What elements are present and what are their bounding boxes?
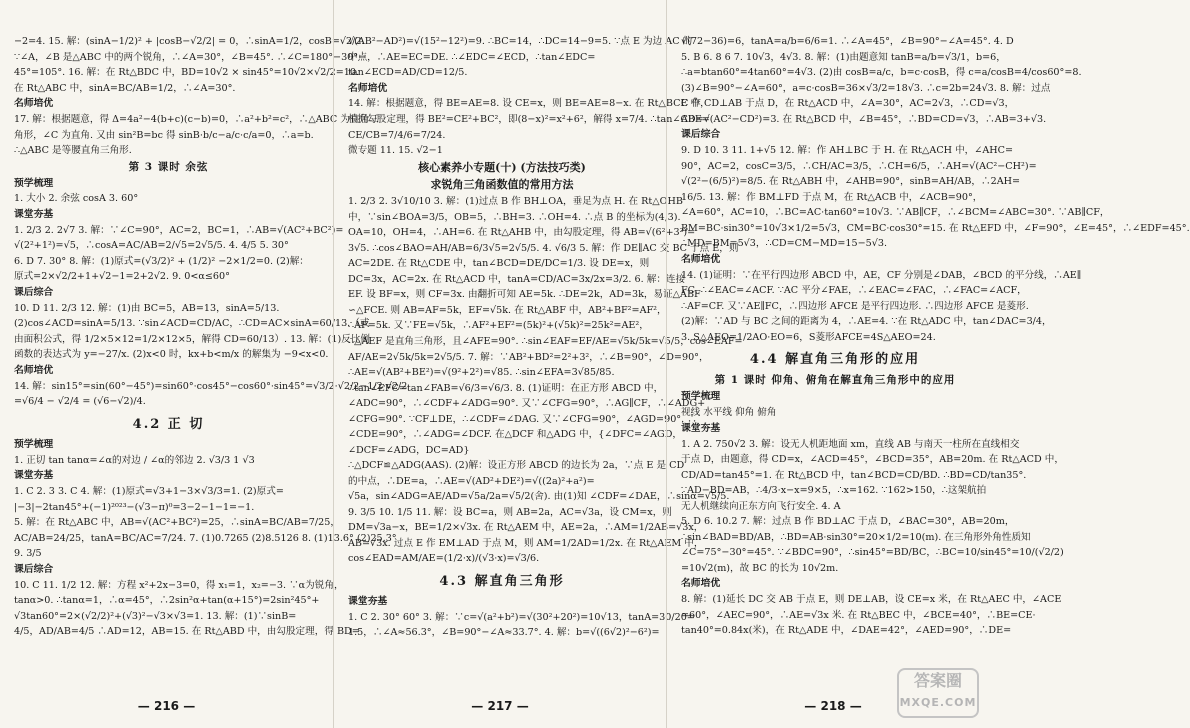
text-line: tanα>0. ∴tanα=1，∴α=45°，∴2sin²α+tan(α+15°)=2sin²45°+ — [14, 595, 320, 607]
text-line: 5. 解：在 Rt△ABC 中，AB=√(AC²+BC²)=25，∴sinA=BC/AB=7/25， — [14, 517, 340, 529]
section-heading: 课后综合 — [14, 563, 54, 575]
section-heading: 名师培优 — [14, 364, 54, 376]
section-heading: 预学梳理 — [14, 177, 54, 189]
watermark-url: MXQE.COM — [899, 696, 977, 709]
text-line: ∠CDE=90°，∴∠ADG=∠DCF. 在△DCF 和△ADG 中，{∠DFC=∠AGD， — [348, 429, 682, 441]
text-line: 视线 水平线 仰角 俯角 — [681, 407, 777, 419]
text-line: 1. 大小 2. 余弦 cosA 3. 60° — [14, 193, 139, 205]
text-line: ∴AE=√(AB²+BE²)=√(9²+2²)=√85. ∴sin∠EFA=3√85/85. — [348, 367, 615, 379]
text-line: 3√5. ∴cos∠BAO=AH/AB=6/3√5=2√5/5. 4. √6/3 5. 解：作 DE∥AC 交 BC 于点 E，则 — [348, 242, 739, 254]
text-line: |−3|−2tan45°+(−1)²⁰²³−(√3−π)⁰=3−2−1−1=−1. — [14, 501, 255, 513]
text-line: ∠CFG=90°. ∵CF⊥DE，∴∠CDF=∠DAG. 又∵∠CFG=90°，∠AGD=90°. ∴ — [348, 413, 697, 425]
text-line: OA=10，OH=4，∴AH=6. 在 Rt△AHB 中，由勾股定理，得 AB=√(6²+3²)= — [348, 227, 696, 239]
text-line: ∴AF=CF. 又∵AE∥FC，∴四边形 AFCE 是平行四边形. ∴四边形 AFCE 是菱形. — [681, 300, 1029, 312]
text-line: 1.5，∴∠A≈56.3°，∠B=90°−∠A≈33.7°. 4. 解：b=√((6√2)²−6²)= — [348, 627, 660, 639]
text-line: 原式=2×√2/2+1+√2−1=2+2√2. 9. 0<α≤60° — [14, 271, 230, 283]
text-line: 5. B 6. 8 6 7. 10√3，4√3. 8. 解：(1)由题意知 tanB=a/b=√3/1，b=6， — [681, 51, 1006, 63]
text-line: DM=√3a−x，BE=1/2×√3x. 在 Rt△AEM 中，AE=2a，∴AM=1/2AB=√3x， — [348, 522, 704, 534]
text-line: 90°，AC=2，cosC=3/5，∴CH/AC=3/5，∴CH=6/5，∴AH=√(AC²−CH²)= — [681, 160, 1037, 172]
text-line: √(2²+1²)=√5，∴cosA=AC/AB=2/√5=2√5/5. 4. 4/5 5. 30° — [14, 240, 289, 252]
text-line: 14. (1)证明：∵在平行四边形 ABCD 中，AE，CF 分别是∠DAB，∠BCD 的平分线，∴AE∥ — [681, 269, 1082, 281]
text-line: ∠A=60°，AC=10，∴BC=AC·tan60°=10√3. ∵AB∥CF，∴∠BCM=∠ABC=30°. ∵AB∥CF， — [681, 207, 1110, 219]
text-line: AC=2DE. 在 Rt△CDE 中，tan∠BCD=DE/DC=1/3. 设 DE=x，则 — [348, 258, 650, 270]
text-line: BM=BC·sin30°=10√3×1/2=5√3，CM=BC·cos30°=15. 在 Rt△EFD 中，∠F=90°，∠E=45°，∴∠EDF=45°. — [681, 222, 1190, 234]
page-218 — [666, 0, 1190, 728]
section-heading: 名师培优 — [681, 578, 721, 590]
text-line: ∠C=75°−30°=45°. ∵∠BDC=90°，∴sin45°=BD/BC，∴BC=10/sin45°=10/(√2/2) — [681, 547, 1064, 559]
text-line: ∴a=btan60°=4tan60°=4√3. (2)由 cosB=a/c，b=c·cosB，得 c=a/cosB=4/cos60°=8. — [681, 67, 1082, 79]
section-heading: 课后综合 — [681, 129, 721, 141]
text-line: CE/CB=7/4/6=7/24. — [348, 129, 446, 141]
text-line: EF. 设 BF=x，则 CF=3x. 由翻折可知 AE=5k. ∴DE=2k，AD=3k，易证△ABF — [348, 289, 701, 301]
text-line: cos∠EAD=AM/AE=(1/2·x)/(√3·x)=√3/6. — [348, 553, 540, 565]
text-line: 4.3 解直角三角形 — [439, 573, 565, 589]
text-line: tan∠ECD=AD/CD=12/5. — [348, 67, 468, 79]
page-number: — 216 — — [137, 698, 196, 713]
text-line: 1. 正切 tan tanα=∠α的对边 / ∠α的邻边 2. √3/3 1 √3 — [14, 454, 255, 466]
page-number: — 217 — — [471, 698, 529, 713]
text-line: FC. ∴∠EAC=∠ACF. ∵AC 平分∠FAE，∴∠EAC=∠FAC，∴∠FAC=∠ACF， — [681, 285, 1027, 297]
text-line: 微专题 11. 15. √2−1 — [348, 145, 443, 157]
text-line: 核心素养小专题(十) (方法技巧类) — [418, 160, 586, 174]
text-line: 4.2 正 切 — [132, 416, 205, 432]
text-line: 1. A 2. 750√2 3. 解：设无人机距地面 xm，直线 AB 与南天一柱所在直线相交 — [681, 438, 1020, 450]
text-line: 14. 解：sin15°=sin(60°−45°)=sin60°·cos45°−cos60°·sin45°=√3/2·√2/2−1/2·√2/2 — [14, 380, 408, 392]
section-heading: 课堂夯基 — [14, 208, 54, 220]
text-line: 6. D 7. 30° 8. 解：(1)原式=(√3/2)² + (1/2)² −2×1/2=0. (2)解： — [14, 255, 309, 267]
text-line: ∴△DCF≌△ADG(AAS). (2)解：设正方形 ABCD 的边长为 2a，∵点 E 是 CD — [348, 460, 685, 472]
text-line: CD/AD=tan45°=1. 在 Rt△BCD 中，tan∠BCD=CD/BD. ∴BD=CD/tan35°. — [681, 469, 1027, 481]
section-heading: 课堂夯基 — [14, 470, 54, 482]
text-line: =√6/4 − √2/4 = (√6−√2)/4. — [14, 396, 146, 408]
text-line: 10. D 11. 2/3 12. 解：(1)由 BC=5，AB=13，sinA=5/13. — [14, 302, 280, 314]
text-line: √3tan60°=2×(√2/2)²+(√3)²−√3×√3=1. 13. 解：(1)∵sinB= — [14, 610, 297, 622]
text-line: (2)解：∵AD 与 BC 之间的距离为 4，∴AE=4. ∵在 Rt△ADC 中，tan∠DAC=3/4， — [681, 316, 1052, 328]
section-heading: 名师培优 — [348, 82, 388, 94]
text-line: ∵AD−BD=AB，∴4/3·x−x=9×5，∴x=162. ∵162>150，∴这架航拍 — [681, 485, 987, 497]
text-line: ∴△AEF 是直角三角形，且∠AFE=90°. ∴sin∠EAF=EF/AE=√5k/5k=√5/5，cos∠EAF= — [348, 335, 743, 347]
text-line: ∴△ABC 是等腰直角三角形. — [14, 145, 132, 157]
watermark-logo — [897, 668, 979, 718]
text-line: 9. 3/5 — [14, 548, 42, 560]
section-heading: 课后综合 — [14, 286, 54, 298]
section-heading: 预学梳理 — [681, 391, 721, 403]
text-line: 9. 3/5 10. 1/5 11. 解：设 BC=a，则 AB=2a，AC=√3a，设 CM=x，则 — [348, 506, 672, 518]
text-line: C 作 CD⊥AB 于点 D，在 Rt△ACD 中，∠A=30°，AC=2√3，∴CD=√3， — [681, 98, 1015, 110]
text-line: √(72−36)=6，tanA=a/b=6/6=1. ∴∠A=45°，∠B=90°−∠A=45°. 4. D — [681, 36, 1014, 47]
text-line: AF/AE=2√5k/5k=2√5/5. 7. 解：∵AB²+BD²=2²+3²，∴∠B=90°，∠D=90°， — [348, 351, 709, 363]
text-line: 第 1 课时 仰角、俯角在解直角三角形中的应用 — [714, 374, 956, 387]
section-heading: 课堂夯基 — [681, 422, 721, 434]
section-heading: 名师培优 — [681, 253, 721, 265]
text-line: 由面积公式，得 1/2×5×12=1/2×12×5，解得 CD=60/13）. 13. 解：(1)反比例 — [14, 333, 371, 345]
text-line: −2=4. 15. 解：(sinA−1/2)² + |cosB−√2/2| = 0，∴sinA=1/2，cosB=√2/2. — [14, 36, 365, 47]
text-line: 1. C 2. 3 3. C 4. 解：(1)原式=√3+1−3×√3/3=1. (2)原式= — [14, 486, 284, 498]
text-line: DC=3x，AC=2x. 在 Rt△ACD 中，tanA=CD/AC=3x/2x=3/2. 6. 解：连接 — [348, 273, 686, 285]
text-line: 9. D 10. 3 11. 1+√5 12. 解：作 AH⊥BC 于 H. 在 Rt△ACH 中，∠AHC= — [681, 145, 1013, 157]
text-line: ∠DCF=∠ADG，DC=AD} — [348, 444, 470, 456]
text-line: 求锐角三角函数值的常用方法 — [430, 178, 574, 192]
watermark-text: 答案圈 — [913, 671, 962, 690]
text-line: 1. 2/3 2. 3√10/10 3. 解：(1)过点 B 作 BH⊥OA，垂足为点 H. 在 Rt△OHB — [348, 196, 683, 208]
text-line: √5a，sin∠ADG=AE/AD=√5a/2a=√5/2(舍). 由(1)知 ∠CDF=∠DAE，∴sinα=√5/5. — [348, 491, 730, 503]
text-line: ∴tan∠EFC=tan∠FAB=√6/3=√6/3. 8. (1)证明：在正方形 ABCD 中， — [348, 382, 664, 394]
text-line: 中，∵sin∠BOA=3/5，OB=5，∴BH=3. ∴OH=4. ∴点 B 的坐标为(4,3). — [348, 211, 681, 223]
text-line: 4.4 解直角三角形的应用 — [749, 352, 921, 368]
text-line: AD=√(AC²−CD²)=3. 在 Rt△BCD 中，∠B=45°，∴BD=CD=√3，∴AB=3+√3. — [681, 113, 1047, 125]
text-line: 45°=105°. 16. 解：在 Rt△BDC 中，BD=10√2 × sin45°=10√2×√2/2=10. — [14, 67, 360, 79]
text-line: 于点 D，由题意，得 CD=x，∠ACD=45°，∠BCD=35°，AB=20m. 在 Rt△ACD 中， — [681, 454, 1064, 466]
text-line: 5. D 6. 10.2 7. 解：过点 B 作 BD⊥AC 于点 D，∠BAC=30°，AB=20m， — [681, 516, 1015, 528]
text-line: 8. 解：(1)延长 DC 交 AB 于点 E，则 DE⊥AB，设 CE=x 米，在 Rt△AEC 中，∠ACE — [681, 594, 1062, 606]
text-line: ∽△FCE. 则 AB=AF=5k，EF=√5k. 在 Rt△ABF 中，AB²+BF²=AF²， — [348, 304, 667, 316]
text-line: 在 Rt△ABC 中，sinA=BC/AB=1/2，∴∠A=30°. — [14, 82, 236, 94]
text-line: ∴AF=5k. 又∵FE=√5k，∴AF²+EF²=(5k)²+(√5k)²=25k²=AE²， — [348, 320, 649, 332]
text-line: 4/5，AD/AB=4/5 ∴AD=12，AB=15. 在 Rt△ABD 中，由勾股定理，得 BD= — [14, 626, 360, 638]
text-line: 第 3 课时 余弦 — [128, 160, 209, 173]
text-line: =60°，∠AEC=90°，∴AE=√3x 米. 在 Rt△BEC 中，∠BCE=40°，∴BE=CE· — [681, 609, 1036, 621]
text-line: ∵∠A，∠B 是△ABC 中的两个锐角，∴∠A=30°，∠B=45°. ∴∠C=180°−30°− — [14, 51, 367, 63]
text-line: 10. C 11. 1/2 12. 解：方程 x²+2x−3=0，得 x₁=1，x₂=−3. ∵α为锐角， — [14, 579, 344, 591]
text-line: ∠ADC=90°，∴∠CDF+∠ADG=90°. 又∵∠CFG=90°，∴AG∥CF，∴∠ADG+ — [348, 398, 706, 410]
section-heading: 名师培优 — [14, 98, 54, 110]
text-line: ∴sin∠BAD=BD/AB，∴BD=AB·sin30°=20×1/2=10(m). 在三角形外角性质知 — [681, 531, 1031, 543]
text-line: ∴MD=BM=5√3，∴CD=CM−MD=15−5√3. — [681, 238, 888, 250]
text-line: AC/AB=24/25，tanA=BC/AC=7/24. 7. (1)0.7265 (2)8.5126 8. (1)13.6° (2)25.3° — [14, 532, 397, 544]
text-line: 无人机继续向正东方向飞行安全. 4. A — [681, 500, 841, 512]
text-line: 的中点，∴DE=a，∴AE=√(AD²+DE²)=√((2a)²+a²)= — [348, 475, 595, 487]
text-line: 17. 解：根据题意，得 Δ=4a²−4(b+c)(c−b)=0，∴a²+b²=c²，∴△ABC 为直角三 — [14, 113, 379, 125]
text-line: √(AB²−AD²)=√(15²−12²)=9. ∴BC=14，∴DC=14−9=5. ∵点 E 为边 AC 的 — [348, 36, 693, 47]
section-heading: 预学梳理 — [14, 438, 54, 450]
text-line: 角形，∠C 为直角. 又由 sin²B=bc 得 sinB·b/c−a/c·c/a=0，∴a=b. — [14, 129, 314, 141]
text-line: 14. 解：根据题意，得 BE=AE=8. 设 CE=x，则 BE=AE=8−x. 在 Rt△BCE 中， — [348, 98, 710, 110]
page-number: — 218 — — [804, 698, 862, 713]
section-heading: 课堂夯基 — [348, 596, 388, 607]
text-line: (3)∠B=90°−∠A=60°，a=c·cosB=36×√3/2=18√3. ∴c=2b=24√3. 8. 解：过点 — [681, 82, 1051, 94]
text-line: 1. C 2. 30° 60° 3. 解：∵c=√(a²+b²)=√(30²+20²)=10√13，tanA=30/20= — [348, 611, 695, 623]
text-line: 1. 2/3 2. 2√7 3. 解：∵∠C=90°，AC=2，BC=1，∴AB=√(AC²+BC²)= — [14, 224, 344, 236]
text-line: 中点，∴AE=EC=DE. ∴∠EDC=∠ECD，∴tan∠EDC= — [348, 51, 596, 63]
text-line: 16/5. 13. 解：作 BM⊥FD 于点 M，在 Rt△ACB 中，∠ACB=90°， — [681, 191, 983, 203]
text-line: (2)cos∠ACD=sinA=5/13. ∵sin∠ACD=CD/AC，∴CD=AC×sinA=60/13.（或 — [14, 318, 370, 330]
text-line: 函数的表达式为 y=−27/x. (2)x<0 时，kx+b<m/x 的解集为 −9<x<0. — [14, 349, 329, 361]
text-line: 3. S△AEO=1/2AO·EO=6，S菱形AFCE=4S△AEO=24. — [681, 331, 936, 343]
text-line: AB=√3x. 过点 E 作 EM⊥AD 于点 M，则 AM=1/2AD=1/2x. 在 Rt△AEM 中， — [348, 537, 704, 549]
text-line: √(2²−(6/5)²)=8/5. 在 Rt△ABH 中，∠AHB=90°，sinB=AH/AB，∴2AH= — [681, 176, 1021, 188]
text-line: =10√2(m)，故 BC 的长为 10√2m. — [681, 562, 839, 574]
page-218-content — [681, 34, 1190, 639]
text-line: 根据勾股定理，得 BE²=CE²+BC²，即(8−x)²=x²+6²，解得 x=7/4. ∴tan∠CBE= — [348, 113, 710, 125]
text-line: tan40°=0.84x(米)，在 Rt△ADE 中，∠DAE=42°，∠AED=90°，∴DE= — [681, 625, 1012, 637]
